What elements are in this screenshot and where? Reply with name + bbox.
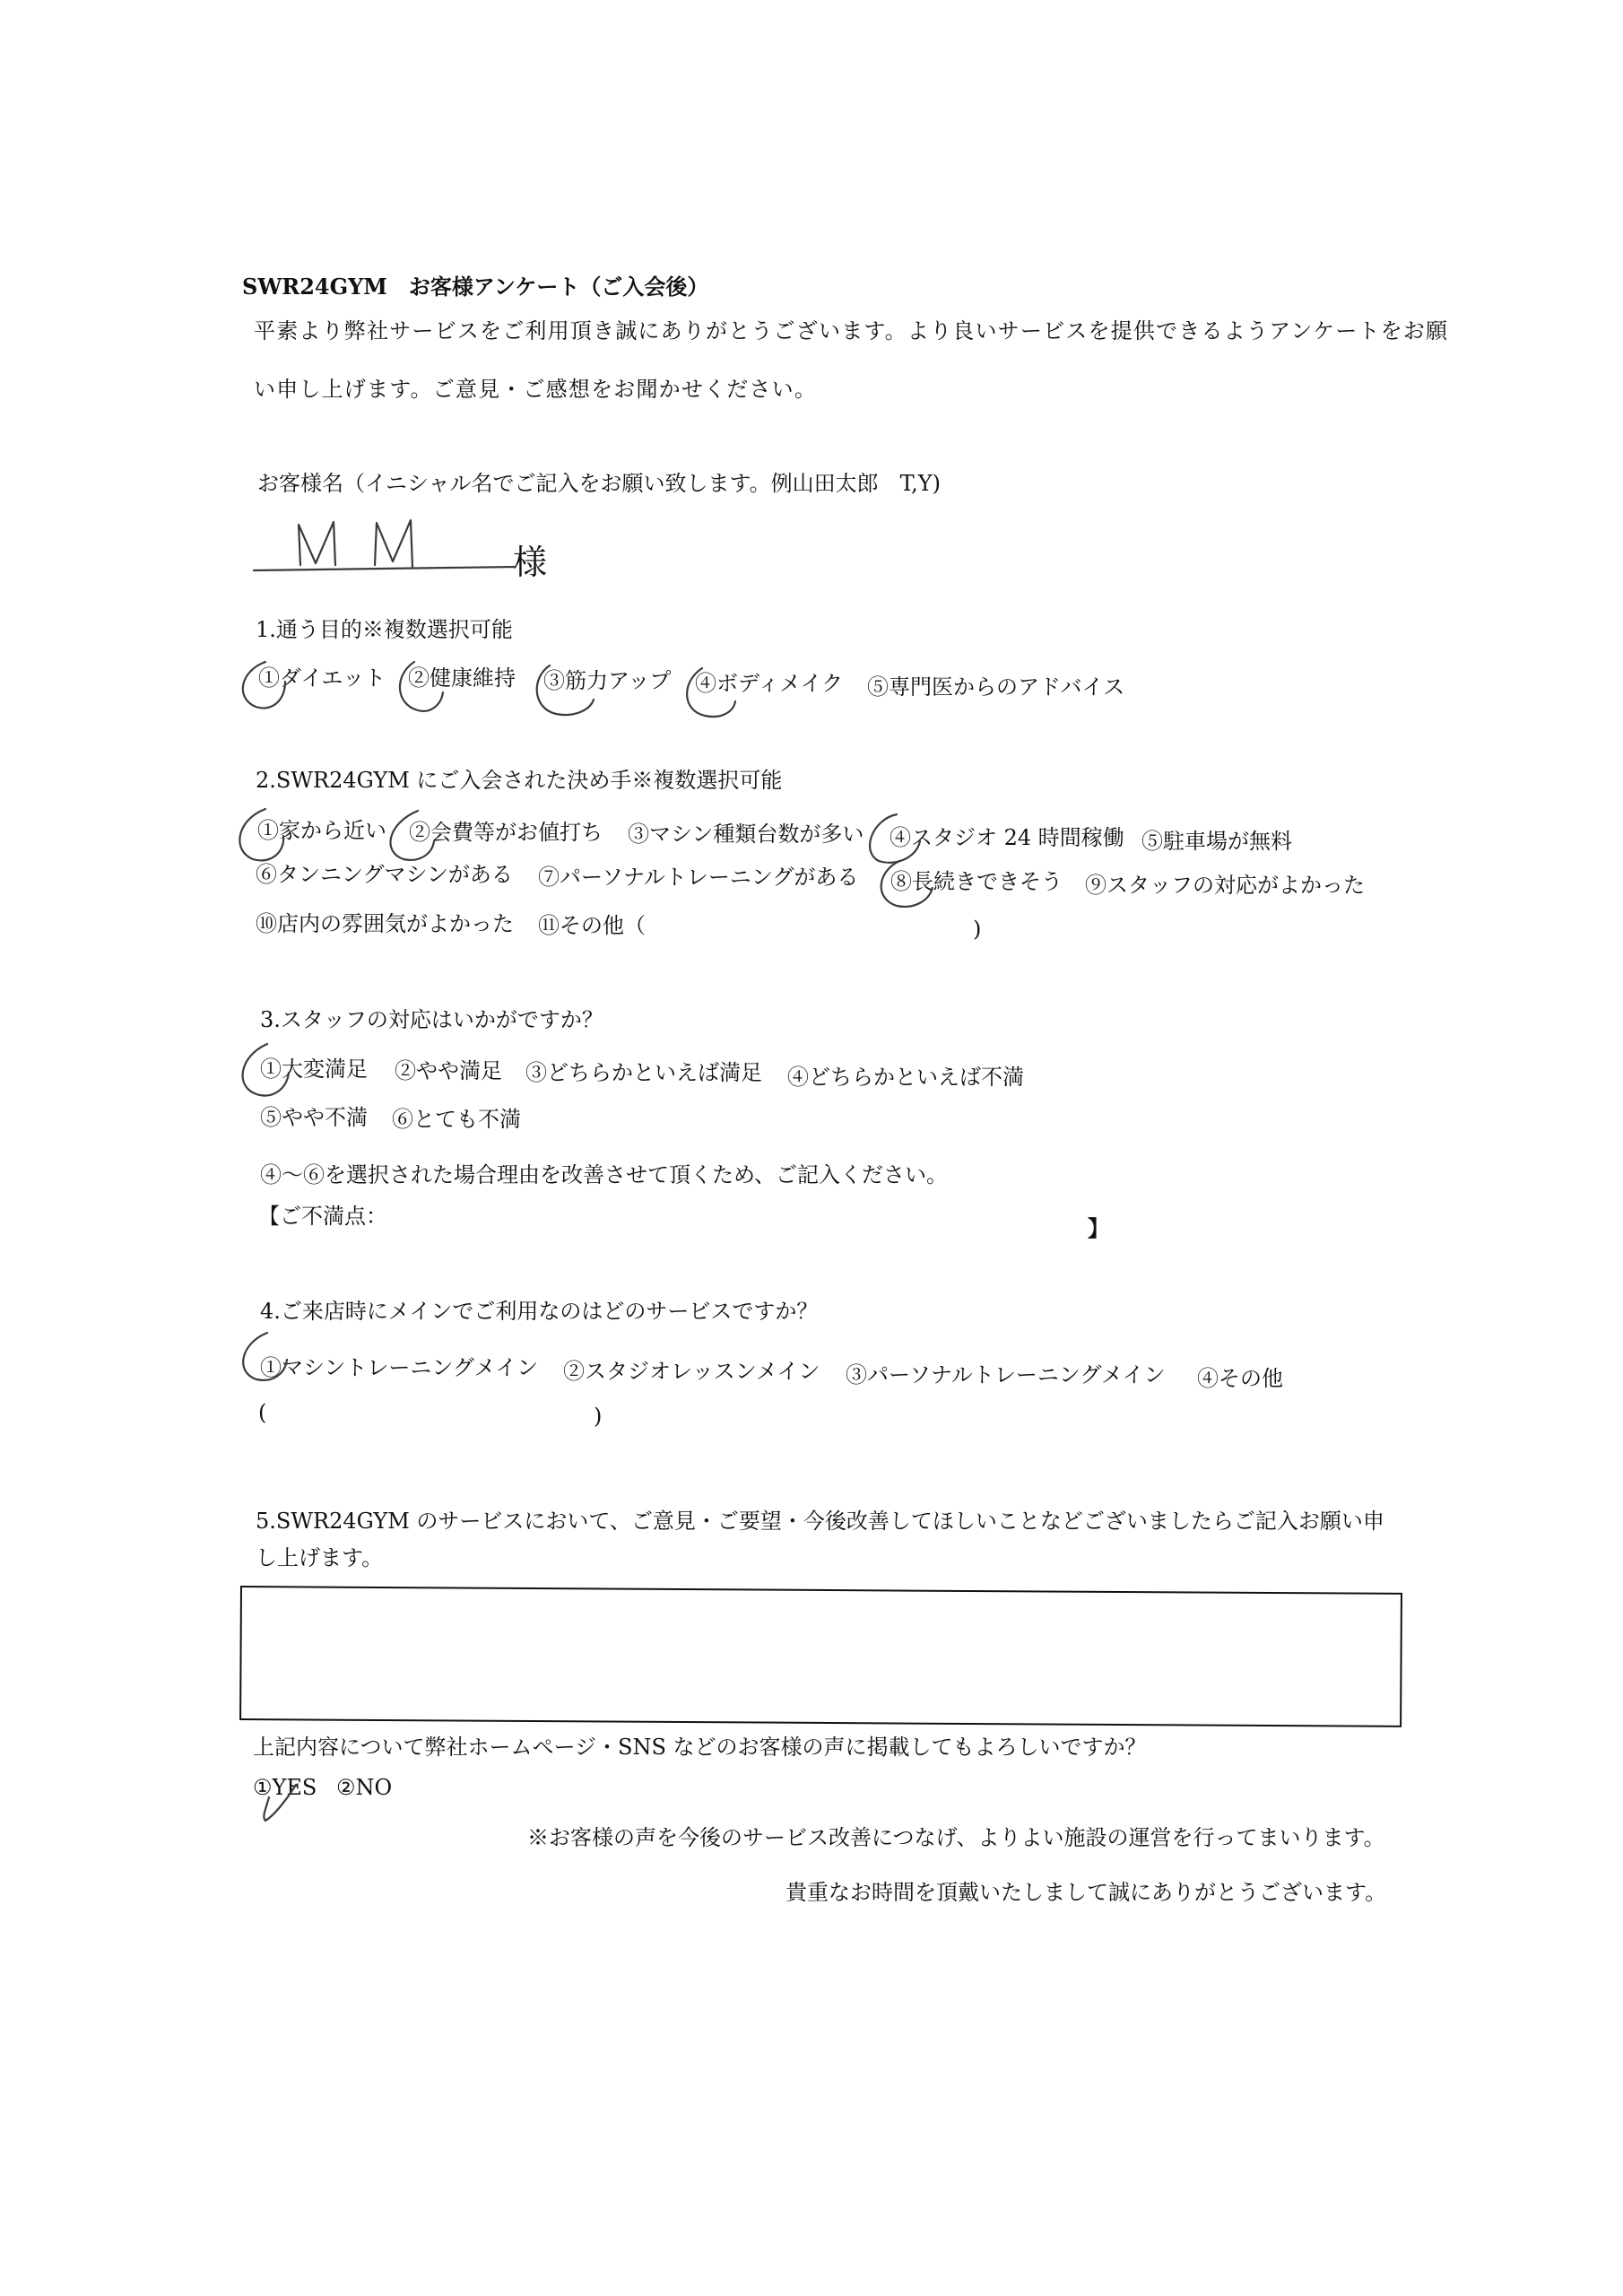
q4-option-4[interactable]: ④その他 [1197,1366,1283,1391]
q1-option-3[interactable]: ③筋力アップ [543,668,672,693]
q2-option-3[interactable]: ③マシン種類台数が多い [628,822,864,847]
q2-option-4[interactable]: ④スタジオ 24 時間稼働 [890,825,1124,850]
q3-complaint-close: 】 [1088,1215,1109,1241]
q3-option-1[interactable]: ①大変満足 [260,1057,368,1082]
q3-option-3[interactable]: ③どちらかといえば満足 [525,1060,762,1085]
q3-label: 3.スタッフの対応はいかがですか？ [260,1007,603,1032]
q2-option-6[interactable]: ⑥タンニングマシンがある [256,862,513,887]
q3-complaint-field[interactable] [448,1202,1076,1234]
q1-option-2[interactable]: ②健康維持 [408,665,516,691]
name-suffix: 様 [513,543,548,582]
q4-option-1[interactable]: ①マシントレーニングメイン [260,1355,539,1380]
q3-complaint-open: 【ご不満点： [258,1204,387,1229]
footer-line-1: ※お客様の声を今後のサービス改善につなげ、よりよい施設の運営を行ってまいります。 [527,1825,1385,1850]
q5-label-line-1: 5.SWR24GYM のサービスにおいて、ご意見・ご要望・今後改善してほしいことなどございましたらご記入お願い申 [256,1509,1384,1534]
q2-other-close: ) [973,917,982,942]
intro-line-2: い申し上げます。ご意見・ご感想をお聞かせください。 [254,377,818,402]
q5-label-line-2: し上げます。 [256,1545,384,1570]
q3-reason: ④〜⑥を選択された場合理由を改善させて頂くため、ご記入ください。 [260,1162,949,1187]
name-handwriting[interactable] [256,513,525,576]
q2-option-2[interactable]: ②会費等がお値打ち [409,820,603,845]
q2-option-5[interactable]: ⑤駐車場が無料 [1141,829,1292,854]
intro-line-1: 平素より弊社サービスをご利用頂き誠にありがとうございます。より良いサービスを提供できるようアンケートをお願 [254,318,1449,344]
q3-option-2[interactable]: ②やや満足 [395,1058,502,1083]
q4-other-close: ) [594,1404,603,1429]
name-prompt: お客様名（イニシャル名でご記入をお願い致します。例山田太郎 T,Y) [257,471,941,496]
q1-option-5[interactable]: ⑤専門医からのアドバイス [867,674,1125,700]
survey-title: SWR24GYM お客様アンケート（ご入会後） [242,274,709,300]
q2-option-1[interactable]: ①家から近い [257,818,386,843]
q4-other-field[interactable] [273,1399,587,1428]
q5-comment-box[interactable] [239,1586,1402,1727]
q3-option-5[interactable]: ⑤やや不満 [260,1105,368,1130]
consent-no[interactable]: ②NO [336,1775,393,1800]
q2-label: 2.SWR24GYM にご入会された決め手※複数選択可能 [256,768,783,793]
q2-option-11[interactable]: ⑪その他（ [538,913,646,938]
q1-label: 1.通う目的※複数選択可能 [256,617,513,642]
consent-yes[interactable]: ①YES [253,1775,317,1800]
q4-option-2[interactable]: ②スタジオレッスンメイン [563,1359,820,1384]
q3-option-4[interactable]: ④どちらかといえば不満 [787,1065,1024,1090]
consent-question: 上記内容について弊社ホームページ・SNS などのお客様の声に掲載してもよろしいですか？ [253,1735,1147,1760]
q4-label: 4.ご来店時にメインでご利用なのはどのサービスですか？ [260,1299,819,1324]
q2-option-10[interactable]: ⑩店内の雰囲気がよかった [256,911,514,936]
q4-option-3[interactable]: ③パーソナルトレーニングメイン [846,1362,1166,1387]
q4-other-open: ( [258,1400,267,1425]
q2-option-8[interactable]: ⑧長続きできそう [890,869,1063,894]
q2-option-7[interactable]: ⑦パーソナルトレーニングがある [538,865,859,890]
q1-option-1[interactable]: ①ダイエット [258,665,386,691]
q3-option-6[interactable]: ⑥とても不満 [392,1107,521,1132]
q2-option-9[interactable]: ⑨スタッフの対応がよかった [1085,873,1365,898]
footer-line-2: 貴重なお時間を頂戴いたしまして誠にありがとうございます。 [785,1880,1387,1905]
q1-option-4[interactable]: ④ボディメイク [695,671,844,696]
